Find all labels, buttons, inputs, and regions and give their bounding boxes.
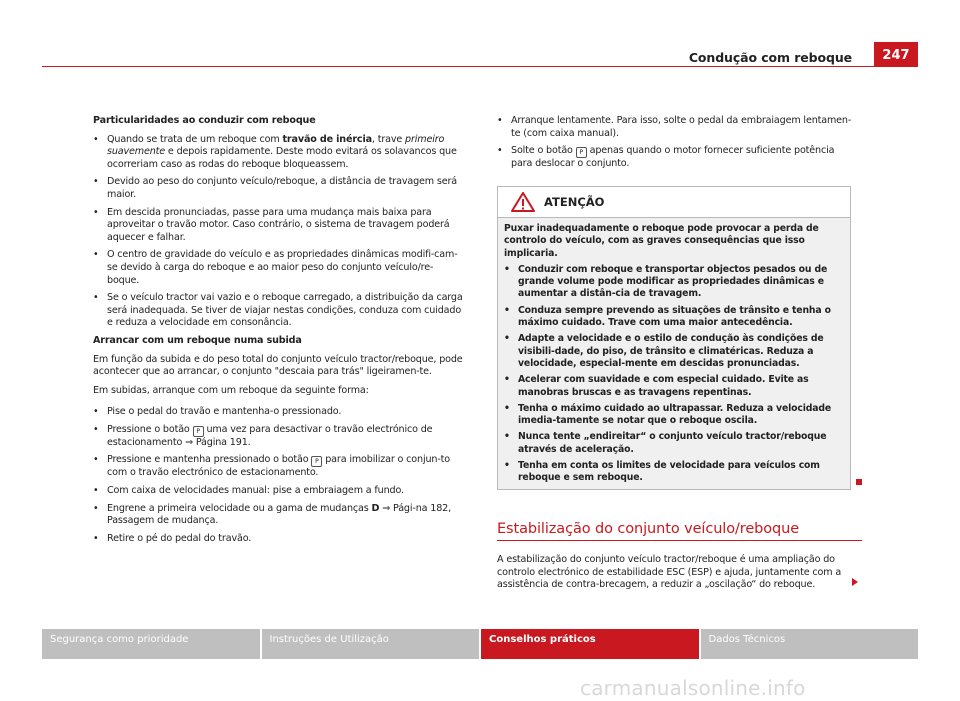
list-item: • Em descida pronunciadas, passe para uma mudança mais baixa para aproveitar o travão motor. Caso contrário, o sistema de travagem poderá aquecer e falhar. xyxy=(93,206,450,243)
bullet-icon: • xyxy=(93,292,99,304)
bullet-icon: • xyxy=(504,460,510,472)
header-rule xyxy=(42,66,918,67)
footer-tab-safety[interactable]: Segurança como prioridade xyxy=(42,629,260,659)
bullet-icon: • xyxy=(93,532,99,544)
parking-brake-button-icon: P xyxy=(576,147,587,158)
page-number: 247 xyxy=(874,42,918,66)
bullet-icon: • xyxy=(497,115,503,126)
bullet-icon: • xyxy=(504,263,510,275)
heading-towing-particularities: Particularidades ao conduzir com reboque xyxy=(93,115,316,126)
bullet-icon: • xyxy=(93,133,99,145)
parking-brake-button-icon: P xyxy=(193,426,204,437)
warning-title: ATENÇÃO xyxy=(544,195,605,209)
bullet-icon: • xyxy=(93,406,99,418)
bullet-icon: • xyxy=(497,145,503,157)
warning-box xyxy=(497,186,851,490)
warning-item: • Tenha em conta os limites de velocidade para veículos com reboque e sem reboque. xyxy=(504,460,820,484)
list-item: • Com caixa de velocidades manual: pise a embraiagem a fundo. xyxy=(93,485,404,497)
bullet-icon: • xyxy=(504,304,510,316)
bullet-icon: • xyxy=(93,176,99,188)
footer-tab-practical-tips[interactable]: Conselhos práticos xyxy=(481,629,699,659)
bullet-icon: • xyxy=(504,374,510,386)
bullet-icon: • xyxy=(504,431,510,443)
heading-hill-start: Arrancar com um reboque numa subida xyxy=(93,334,302,346)
footer-nav xyxy=(42,629,918,659)
warning-item: • Conduza sempre prevendo as situações de trânsito e tenha o máximo cuidado. Trave com uma maior antecedência. xyxy=(504,304,831,329)
continue-arrow-icon xyxy=(852,578,858,586)
warning-triangle-icon xyxy=(511,192,535,212)
warning-item: • Tenha o máximo cuidado ao ultrapassar. Reduza a velocidade imedia-tamente se notar que o reboque oscila. xyxy=(504,402,832,427)
bullet-icon: • xyxy=(93,249,99,261)
list-item: • Se o veículo tractor vai vazio e o reboque carregado, a distribuição da carga será inadequada. Se tiver de viajar nestas condições, conduza com cuidado e reduza a velocidade em consonância. xyxy=(93,292,463,329)
footer-tab-technical-data[interactable]: Dados Técnicos xyxy=(701,629,919,659)
list-item: • Pressione o botão P uma vez para desactivar o travão electrónico de estacionamento ⇒ Página 191. xyxy=(93,423,433,448)
warning-body xyxy=(498,218,850,485)
list-item: • Quando se trata de um reboque com travão de inércia, trave primeiro suavemente e depois rapidamente. Deste modo evitará os solavancos que ocorreriam caso as rodas do reboque bloqueassem. xyxy=(93,133,457,170)
section-title: Estabilização do conjunto veículo/reboque xyxy=(497,521,800,537)
paragraph: Em subidas, arranque com um reboque da seguinte forma: xyxy=(93,384,369,396)
list-item: • Retire o pé do pedal do travão. xyxy=(93,532,252,544)
list-item: • Solte o botão P apenas quando o motor fornecer suficiente potência para deslocar o conjunto. xyxy=(497,145,835,170)
section-end-marker-icon xyxy=(856,479,862,485)
bullet-icon: • xyxy=(504,333,510,345)
bullet-icon: • xyxy=(93,485,99,497)
bullet-icon: • xyxy=(93,502,99,514)
footer-tab-instructions[interactable]: Instruções de Utilização xyxy=(262,629,480,659)
list-item: • Devido ao peso do conjunto veículo/reboque, a distância de travagem será maior. xyxy=(93,176,457,200)
warning-item: • Adapte a velocidade e o estilo de condução às condições de visibili-dade, do piso, de trânsito e climatéricas. Reduza a velocidade, especial-mente em descidas pronunciadas. xyxy=(504,333,824,369)
parking-brake-button-icon: P xyxy=(311,456,322,467)
italic-term: primeiro suavemente xyxy=(107,133,445,158)
list-item: • Arranque lentamente. Para isso, solte o pedal da embraiagem lentamen-te (com caixa manual). xyxy=(497,115,852,139)
list-item: • O centro de gravidade do veículo e as propriedades dinâmicas modifi-cam-se devido à carga do reboque e ao maior peso do conjunto veículo/re-boque. xyxy=(93,249,458,286)
list-item: • Pressione e mantenha pressionado o botão P para imobilizar o conjun-to com o travão electrónico de estacionamento. xyxy=(93,454,450,479)
warning-item: • Nunca tente „endireitar“ o conjunto veículo tractor/reboque através de aceleração. xyxy=(504,431,827,455)
section-rule xyxy=(497,540,862,541)
warning-header xyxy=(498,187,850,218)
bullet-icon: • xyxy=(93,423,99,435)
bullet-icon: • xyxy=(93,206,99,218)
right-column xyxy=(497,115,852,176)
page-header-title: Condução com reboque xyxy=(688,50,852,65)
bullet-icon: • xyxy=(93,454,99,466)
watermark: carmanualsonline.info xyxy=(580,676,806,700)
bullet-icon: • xyxy=(504,402,510,414)
warning-intro: Puxar inadequadamente o reboque pode provocar a perda de controlo do veículo, com as graves consequências que isso implicaria. xyxy=(504,223,819,259)
bold-term: travão de inércia xyxy=(282,133,372,145)
warning-item: • Acelerar com suavidade e com especial cuidado. Evite as manobras bruscas e as travagens repentinas. xyxy=(504,374,809,398)
warning-item: • Conduzir com reboque e transportar objectos pesados ou de grande volume pode modificar as propriedades dinâmicas e aumentar a distân-cia de travagem. xyxy=(504,263,828,300)
list-item: • Pise o pedal do travão e mantenha-o pressionado. xyxy=(93,406,342,418)
paragraph: Em função da subida e do peso total do conjunto veículo tractor/reboque, pode acontecer que ao arrancar, o conjunto "descaia para trás" ligeiramen-te. xyxy=(93,353,463,378)
section-paragraph: A estabilização do conjunto veículo tractor/reboque é uma ampliação do controlo electrónico de estabilidade ESC (ESP) e ajuda, juntamente com a assistência de contra-brecagem, a reduzir a „oscilação“ do reboque. xyxy=(497,554,842,591)
list-item: • Engrene a primeira velocidade ou a gama de mudanças D ⇒ Pági-na 182, Passagem de mudança. xyxy=(93,502,452,527)
left-column xyxy=(93,115,465,550)
